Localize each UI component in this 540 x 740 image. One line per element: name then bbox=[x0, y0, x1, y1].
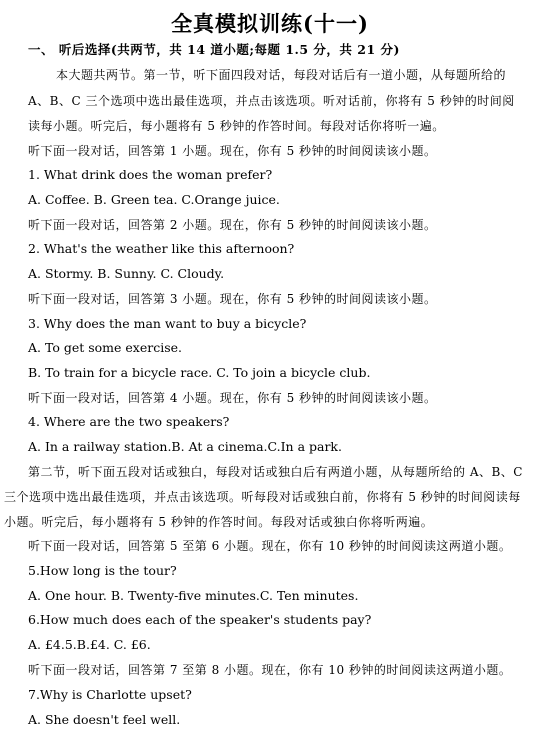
instruction-q5-6: 听下面一段对话，回答第 5 至第 6 小题。现在，你有 10 秒钟的时间阅读这两道小题。 bbox=[28, 539, 512, 553]
options-q6: A. £4.5.B.£4. C. £6. bbox=[28, 637, 151, 652]
options-bc-q3: B. To train for a bicycle race. C. To join a bicycle club. bbox=[28, 365, 371, 380]
intro-line-1: 本大题共两节。第一节，听下面四段对话，每段对话后有一道小题，从每题所给的 bbox=[56, 68, 507, 82]
instruction-q2: 听下面一段对话，回答第 2 小题。现在，你有 5 秒钟的时间阅读该小题。 bbox=[28, 218, 437, 232]
question-1: 1. What drink does the woman prefer? bbox=[28, 167, 273, 182]
intro-line-2: A、B、C 三个选项中选出最佳选项，并点击该选项。听对话前，你将有 5 秒钟的时间阅 bbox=[28, 94, 515, 108]
options-q5: A. One hour. B. Twenty-five minutes.C. Ten minutes. bbox=[28, 588, 359, 603]
instruction-q1: 听下面一段对话，回答第 1 小题。现在，你有 5 秒钟的时间阅读该小题。 bbox=[28, 144, 437, 158]
section2-line-2: 三个选项中选出最佳选项，并点击该选项。听每段对话或独白前，你将有 5 秒钟的时间阅读每 bbox=[4, 490, 521, 504]
section-heading: 一、 听后选择(共两节，共 14 道小题;每题 1.5 分，共 21 分) bbox=[28, 42, 400, 57]
section2-line-1: 第二节，听下面五段对话或独白，每段对话或独白后有两道小题，从每题所给的 A、B、C bbox=[28, 465, 523, 479]
option-a-q7: A. She doesn't feel well. bbox=[28, 712, 181, 727]
options-q2: A. Stormy. B. Sunny. C. Cloudy. bbox=[28, 266, 225, 281]
instruction-q4: 听下面一段对话，回答第 4 小题。现在，你有 5 秒钟的时间阅读该小题。 bbox=[28, 391, 437, 405]
question-7: 7.Why is Charlotte upset? bbox=[28, 687, 192, 702]
option-a-q3: A. To get some exercise. bbox=[28, 340, 183, 355]
options-q4: A. In a railway station.B. At a cinema.C.In a park. bbox=[28, 439, 342, 454]
question-6: 6.How much does each of the speaker's students pay? bbox=[28, 612, 372, 627]
question-3: 3. Why does the man want to buy a bicycle? bbox=[28, 316, 307, 331]
question-2: 2. What's the weather like this afternoon? bbox=[28, 241, 295, 256]
instruction-q7-8: 听下面一段对话，回答第 7 至第 8 小题。现在，你有 10 秒钟的时间阅读这两道小题。 bbox=[28, 663, 512, 677]
instruction-q3: 听下面一段对话，回答第 3 小题。现在，你有 5 秒钟的时间阅读该小题。 bbox=[28, 292, 437, 306]
question-4: 4. Where are the two speakers? bbox=[28, 414, 230, 429]
intro-line-3: 读每小题。听完后，每小题将有 5 秒钟的作答时间。每段对话你将听一遍。 bbox=[28, 119, 445, 133]
page-title: 全真模拟训练(十一) bbox=[171, 11, 369, 36]
section2-line-3: 小题。听完后，每小题将有 5 秒钟的作答时间。每段对话或独白你将听两遍。 bbox=[4, 515, 434, 529]
question-5: 5.How long is the tour? bbox=[28, 563, 177, 578]
options-q1: A. Coffee. B. Green tea. C.Orange juice. bbox=[28, 192, 280, 207]
